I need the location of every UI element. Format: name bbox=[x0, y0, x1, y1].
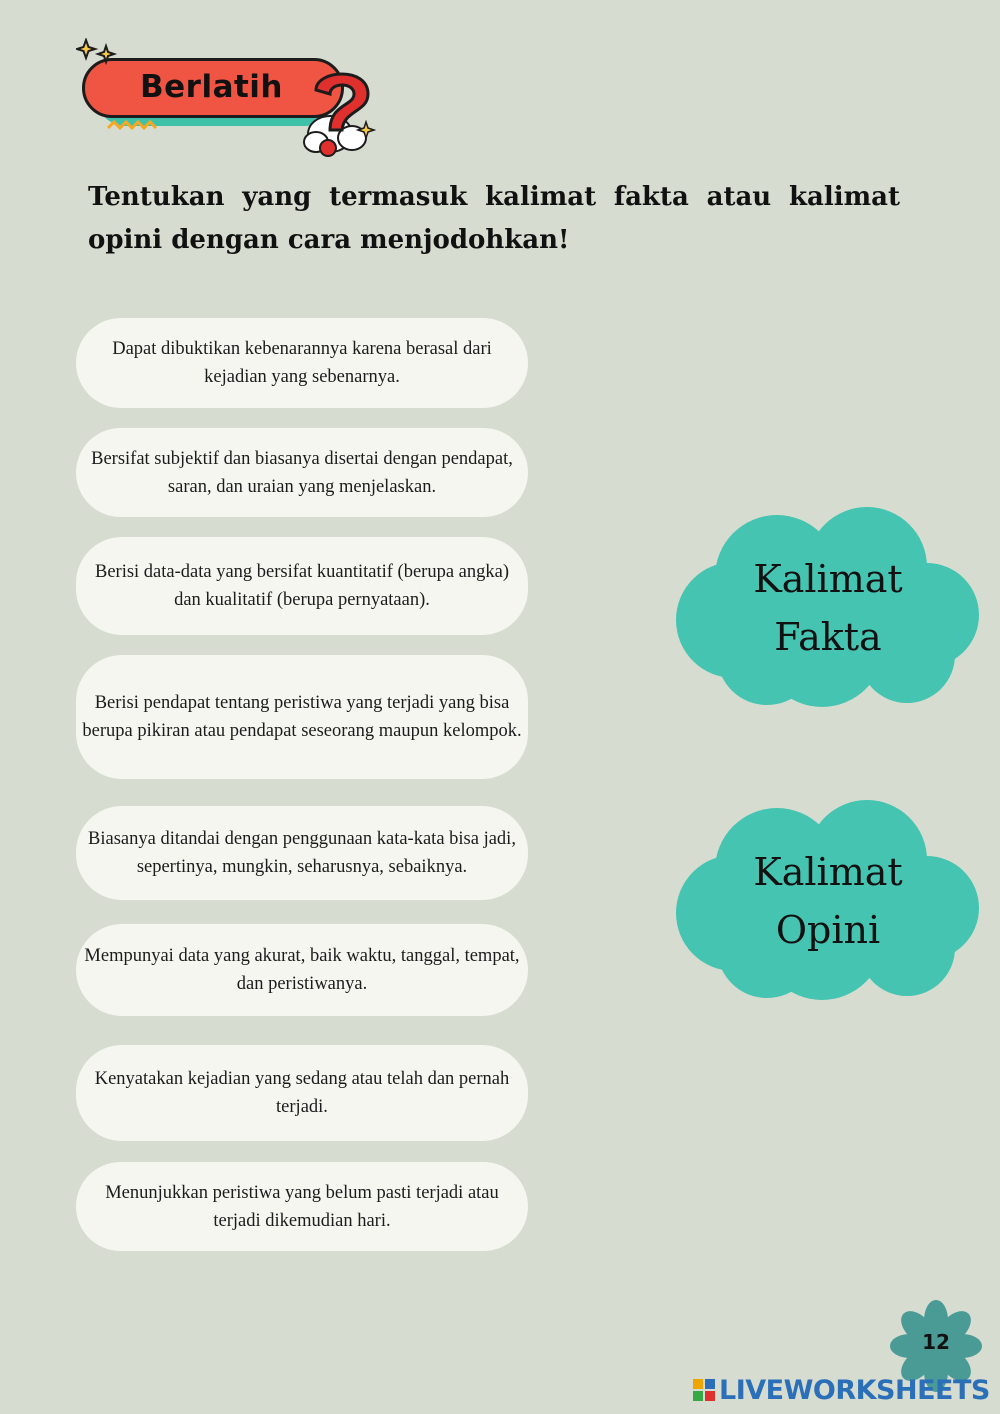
cloud-label-line1: Kalimat bbox=[753, 556, 903, 601]
statement-card[interactable]: Bersifat subjektif dan biasanya disertai dengan pendapat, saran, dan uraian yang menjelaskan. bbox=[76, 428, 528, 517]
statement-card[interactable]: Mempunyai data yang akurat, baik waktu, tanggal, tempat, dan peristiwanya. bbox=[76, 924, 528, 1016]
liveworksheets-brand[interactable] bbox=[693, 1374, 990, 1406]
liveworksheets-logo-icon bbox=[693, 1379, 715, 1401]
badge-label: Berlatih bbox=[140, 69, 284, 105]
target-kalimat-fakta[interactable] bbox=[672, 505, 984, 710]
zigzag-icon bbox=[108, 122, 156, 128]
cloud-label-line2: Fakta bbox=[774, 614, 882, 659]
sparkle-icon bbox=[77, 40, 114, 62]
question-mark-icon bbox=[304, 74, 374, 156]
statement-card[interactable]: Menunjukkan peristiwa yang belum pasti terjadi atau terjadi dikemudian hari. bbox=[76, 1162, 528, 1251]
page-number: 12 bbox=[922, 1330, 950, 1354]
statement-card[interactable]: Kenyatakan kejadian yang sedang atau telah dan pernah terjadi. bbox=[76, 1045, 528, 1141]
cloud-label bbox=[672, 505, 984, 710]
statement-card[interactable]: Biasanya ditandai dengan penggunaan kata-kata bisa jadi, sepertinya, mungkin, seharusnya, sebaiknya. bbox=[76, 806, 528, 900]
statement-card[interactable]: Berisi pendapat tentang peristiwa yang terjadi yang bisa berupa pikiran atau pendapat seseorang maupun kelompok. bbox=[76, 655, 528, 779]
cloud-label-line2: Opini bbox=[775, 907, 881, 952]
cloud-label-line1: Kalimat bbox=[753, 849, 903, 894]
statement-card[interactable]: Berisi data-data yang bersifat kuantitatif (berupa angka) dan kualitatif (berupa pernyataan). bbox=[76, 537, 528, 635]
cloud-label bbox=[672, 798, 984, 1003]
statement-card[interactable]: Dapat dibuktikan kebenarannya karena berasal dari kejadian yang sebenarnya. bbox=[76, 318, 528, 408]
brand-text: LIVEWORKSHEETS bbox=[719, 1374, 990, 1406]
instruction-text: Tentukan yang termasuk kalimat fakta atau kalimat opini dengan cara menjodohkan! bbox=[88, 182, 900, 255]
target-kalimat-opini[interactable] bbox=[672, 798, 984, 1003]
badge-decorations bbox=[76, 38, 376, 163]
header-badge bbox=[76, 38, 376, 163]
